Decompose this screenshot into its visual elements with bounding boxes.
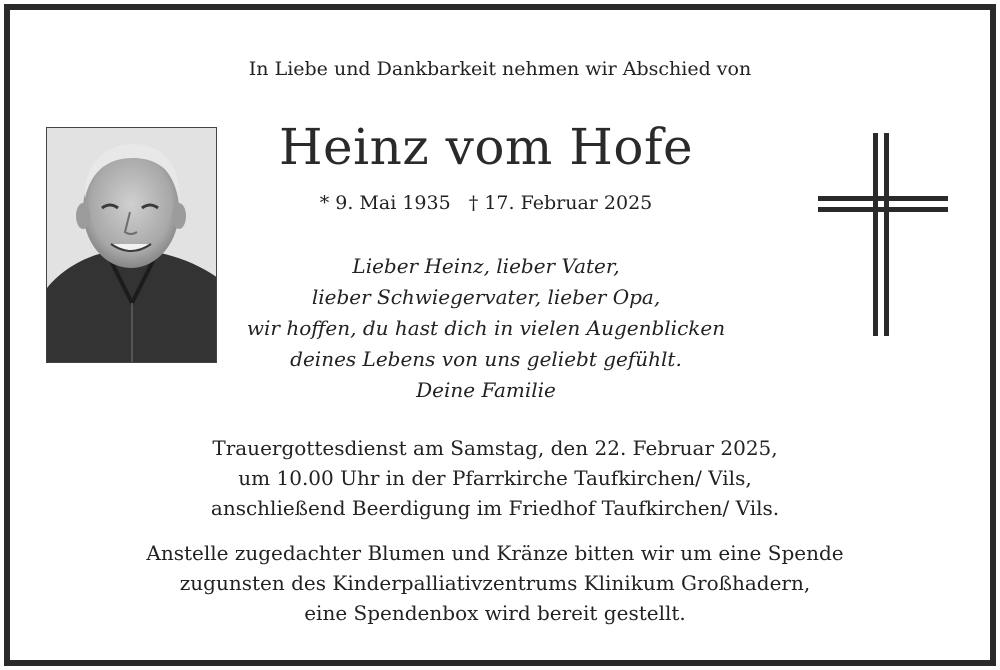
verse-line: Lieber Heinz, lieber Vater,: [352, 254, 620, 278]
donation-info: [0, 538, 990, 628]
intro-text: In Liebe und Dankbarkeit nehmen wir Abschied von: [248, 58, 752, 80]
verse-line: lieber Schwiegervater, lieber Opa,: [311, 285, 661, 309]
portrait-photo: [46, 127, 217, 363]
donation-line: Anstelle zugedachter Blumen und Kränze bitten wir um eine Spende: [146, 541, 844, 565]
verse-line: deines Lebens von uns geliebt gefühlt.: [290, 347, 682, 371]
portrait-illustration: [47, 128, 217, 363]
service-line: Trauergottesdienst am Samstag, den 22. Februar 2025,: [212, 436, 778, 460]
funeral-service-info: [0, 433, 990, 523]
donation-line: eine Spendenbox wird bereit gestellt.: [304, 601, 686, 625]
verse-line: wir hoffen, du hast dich in vielen Augenblicken: [246, 316, 726, 340]
verse-signature: Deine Familie: [416, 378, 556, 402]
deceased-name: Heinz vom Hofe: [278, 118, 694, 176]
life-dates: * 9. Mai 1935 † 17. Februar 2025: [319, 192, 653, 214]
cross-icon: [818, 133, 948, 342]
service-line: um 10.00 Uhr in der Pfarrkirche Taufkirchen/ Vils,: [238, 466, 752, 490]
memorial-verse: [236, 251, 736, 406]
donation-line: zugunsten des Kinderpalliativzentrums Klinikum Großhadern,: [179, 571, 811, 595]
service-line: anschließend Beerdigung im Friedhof Taufkirchen/ Vils.: [210, 496, 780, 520]
